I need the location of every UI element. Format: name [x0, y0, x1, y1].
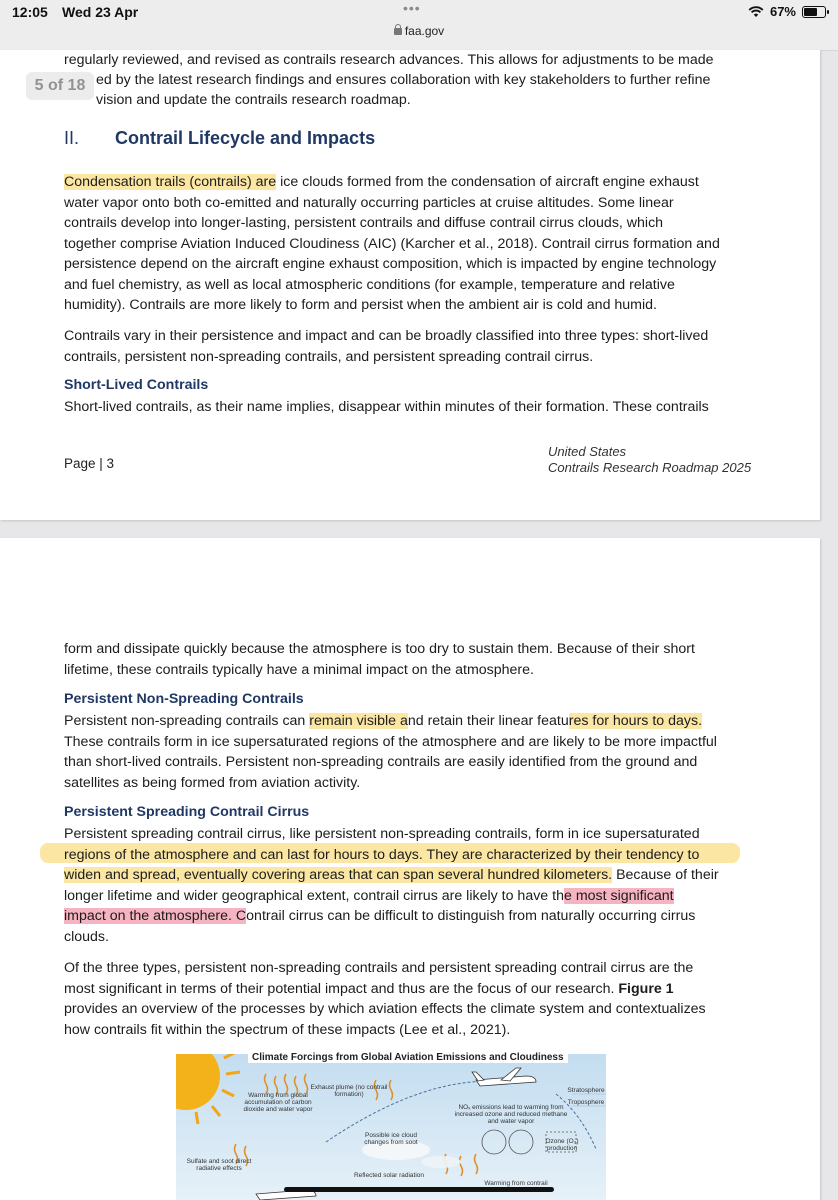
figure-label: NOₓ emissions lead to warming from increased ozone and reduced methane and water vapor [454, 1104, 568, 1125]
highlight-yellow: widen and spread, eventually covering areas that can span several hundred kilometers. [64, 867, 613, 883]
section-title: Contrail Lifecycle and Impacts [115, 128, 376, 148]
figure-title: Climate Forcings from Global Aviation Emissions and Cloudiness [248, 1052, 568, 1063]
lock-icon [394, 28, 402, 35]
highlight-yellow: Condensation trails (contrails) are [64, 174, 277, 190]
climate-forcings-figure [176, 1054, 606, 1200]
figure-label: Warming from global accumulation of carbon dioxide and water vapor [243, 1092, 313, 1113]
url-text: faa.gov [404, 24, 445, 38]
paragraph-line: satellites as being formed from aviation activity. [64, 774, 361, 791]
subheading-persistent-non-spreading: Persistent Non-Spreading Contrails [64, 691, 304, 707]
paragraph-line: water vapor onto both co-emitted and naturally occurring particles at cruise altitudes. Some linear [64, 194, 674, 211]
paragraph-line: contrails develop into longer-lasting, persistent contrails and diffuse contrail cirrus clouds, which [64, 215, 664, 231]
figure-label: Sulfate and soot direct radiative effects [186, 1158, 252, 1172]
figure-label: Reflected solar radiation [353, 1172, 425, 1179]
paragraph-line: widen and spread, eventually covering areas that can span several hundred kilometers. Because of their [64, 867, 719, 883]
subheading-short-lived: Short-Lived Contrails [64, 377, 209, 393]
page-counter: 5 of 18 [26, 72, 94, 100]
paragraph-line: most significant in terms of their potential impact and thus are the focus of our research. Figure 1 [64, 980, 674, 997]
address-bar[interactable] [0, 24, 838, 38]
figure-reference: Figure 1 [618, 980, 674, 997]
highlight-pink: impact on the atmosphere. C [64, 908, 247, 924]
document-footer: United States Contrails Research Roadmap 2025 [548, 444, 752, 475]
paragraph-line: than short-lived contrails. Persistent non-spreading contrails are easily identified from the ground and [64, 754, 698, 770]
page-number: Page | 3 [64, 456, 115, 471]
paragraph-line: Contrails vary in their persistence and impact and can be broadly classified into three types: short-lived [64, 328, 709, 344]
paragraph-line: These contrails form in ice supersaturated regions of the atmosphere and are likely to be more impactful [64, 733, 717, 750]
battery-icon [802, 6, 826, 18]
paragraph-line: Short-lived contrails, as their name implies, disappear within minutes of their formation. These contrails [64, 399, 709, 415]
paragraph-line: longer lifetime and wider geographical extent, contrail cirrus are likely to have the most significant [64, 887, 674, 904]
paragraph-line: Persistent spreading contrail cirrus, like persistent non-spreading contrails, form in ice supersaturated [64, 826, 700, 842]
clock: 12:05 [12, 4, 48, 20]
paragraph-line: how contrails fit within the spectrum of these impacts (Lee et al., 2021). [64, 1021, 511, 1038]
multitasking-dots-icon[interactable]: ••• [403, 0, 421, 16]
wifi-icon [748, 6, 764, 18]
paragraph-line: humidity). Contrails are more likely to form and persist when the ambient air is cold and humid. [64, 297, 657, 313]
paragraph-line: impact on the atmosphere. Contrail cirrus can be difficult to distinguish from naturally occurring cirrus [64, 908, 696, 924]
paragraph-line: contrails, persistent non-spreading contrails, and persistent spreading contrail cirrus. [64, 348, 594, 365]
paragraph-line: and fuel chemistry, as well as local atmospheric conditions (for example, temperature and relative [64, 276, 675, 293]
intro-line: ed by the latest research findings and ensures collaboration with key stakeholders to further refine [96, 72, 711, 88]
date: Wed 23 Apr [62, 4, 139, 20]
intro-line: regularly reviewed, and revised as contrails research advances. This allows for adjustments to be made [64, 52, 714, 68]
paragraph-line: Condensation trails (contrails) are ice clouds formed from the condensation of aircraft engine exhaust [64, 174, 699, 190]
battery-percent: 67% [769, 4, 796, 19]
paragraph-line: regions of the atmosphere and can last for hours to days. They are characterized by their tendency to [64, 846, 700, 863]
figure-label: Warming from contrail [484, 1180, 548, 1187]
paragraph-line: provides an overview of the processes by which aviation effects the climate system and contextualizes [64, 1001, 706, 1017]
paragraph-line: Persistent non-spreading contrails can remain visible and retain their linear features for hours to days. [64, 713, 703, 729]
highlight-pink: e most significant [563, 887, 674, 904]
figure-label: Troposphere [567, 1099, 605, 1106]
paragraph-line: persistence depend on the aircraft engine exhaust composition, which is impacted by engine technology [64, 256, 717, 272]
figure-label: Ozone (O₃) production [545, 1138, 579, 1152]
subheading-persistent-spreading: Persistent Spreading Contrail Cirrus [64, 804, 310, 820]
highlight-yellow: remain visible a [309, 713, 408, 729]
figure-label: Possible ice cloud changes from soot [364, 1132, 418, 1146]
status-bar [0, 0, 838, 50]
highlight-yellow: res for hours to days. [568, 713, 703, 729]
paragraph-line: together comprise Aviation Induced Cloudiness (AIC) (Karcher et al., 2018). Contrail cirrus formation and [64, 235, 720, 252]
paragraph-line: clouds. [64, 928, 109, 945]
paragraph-line: Of the three types, persistent non-spreading contrails and persistent spreading contrail cirrus are the [64, 960, 694, 976]
section-number: II. [64, 128, 80, 148]
paragraph-line: form and dissipate quickly because the atmosphere is too dry to sustain them. Because of their short [64, 641, 695, 657]
intro-line: vision and update the contrails research roadmap. [96, 92, 411, 108]
status-indicators [748, 4, 826, 19]
home-indicator[interactable] [284, 1187, 554, 1192]
figure-label: Stratosphere [567, 1087, 605, 1094]
paragraph-line: lifetime, these contrails typically have a minimal impact on the atmosphere. [64, 661, 534, 678]
figure-label: Exhaust plume (no contrail formation) [310, 1084, 388, 1098]
